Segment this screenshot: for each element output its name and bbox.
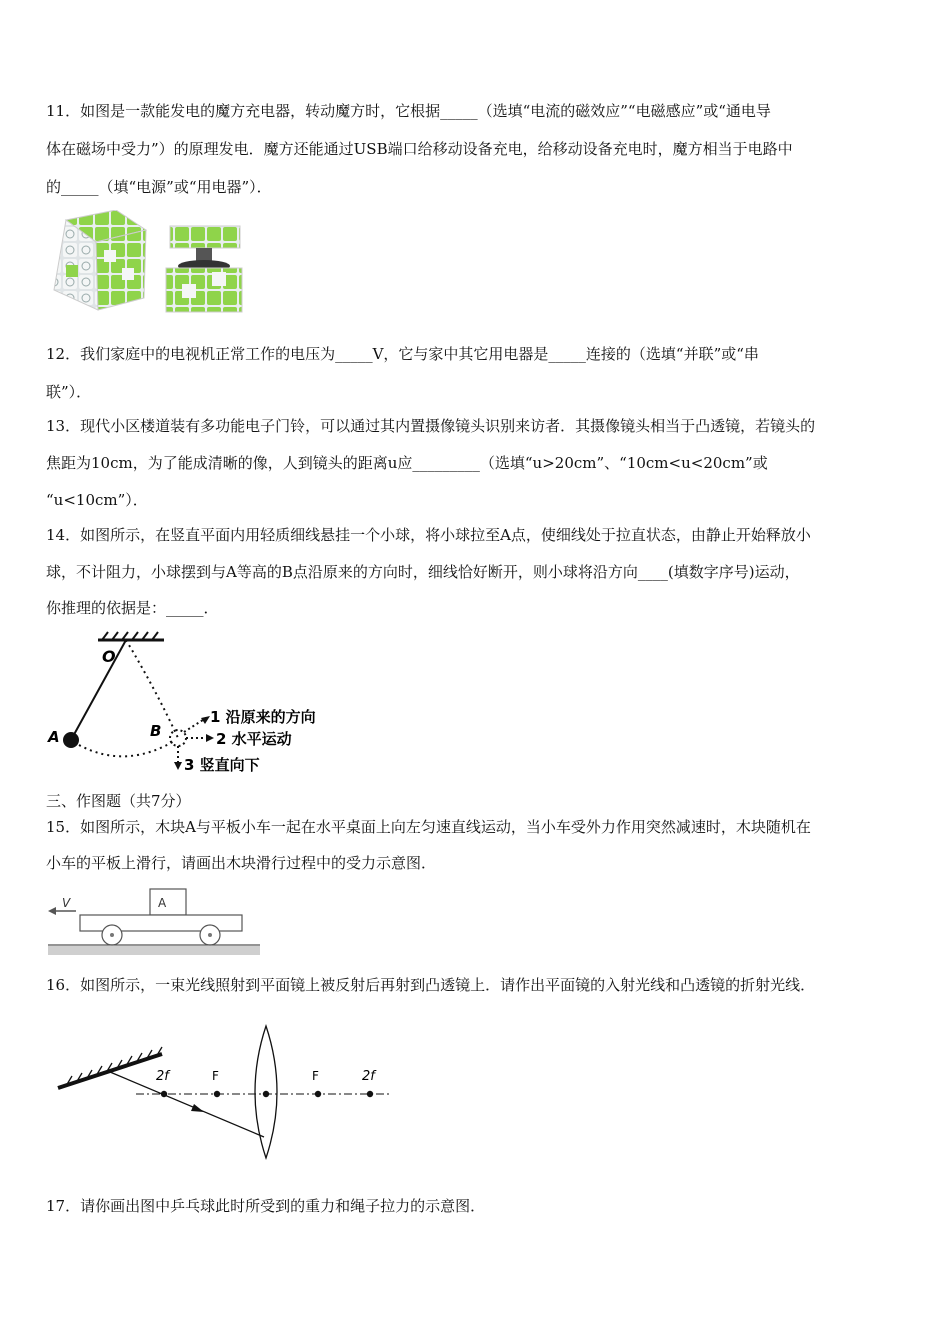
label-o: O — [102, 647, 116, 666]
point-f-left — [214, 1091, 220, 1097]
section-3-title: 三、作图题（共7分） — [46, 792, 191, 810]
cube-left-image — [54, 210, 146, 310]
pendulum-string — [71, 640, 126, 740]
ground-hatch — [48, 946, 260, 955]
ball-a — [63, 732, 79, 748]
q11-line-1: 11．如图是一款能发电的魔方充电器，转动魔方时，它根据_____（选填“电流的磁效应”“电磁感应”或“通电导 — [46, 102, 771, 120]
dir-3-label: 3 竖直向下 — [184, 756, 260, 774]
q11-line-2: 体在磁场中受力”）的原理发电．魔方还能通过USB端口给移动设备充电，给移动设备充电时，魔方相当于电路中 — [46, 140, 793, 158]
cube-right-image — [166, 226, 242, 312]
point-f-right — [315, 1091, 321, 1097]
q13-line-1: 13．现代小区楼道装有多功能电子门铃，可以通过其内置摄像镜头识别来访者．其摄像镜头相当于凸透镜，若镜头的 — [46, 417, 816, 435]
q14-line-3: 你推理的依据是：_____． — [46, 599, 219, 617]
block-a — [150, 889, 186, 915]
ball-b — [170, 730, 186, 746]
ray-arrowhead — [191, 1104, 204, 1112]
q15-line-2: 小车的平板上滑行，请画出木块滑行过程中的受力示意图． — [46, 854, 437, 872]
dir-2-label: 2 水平运动 — [216, 730, 292, 748]
label-f-right: F — [312, 1069, 319, 1083]
q17-line-1: 17．请你画出图中乒乓球此时所受到的重力和绳子拉力的示意图． — [46, 1197, 486, 1215]
swing-arc — [79, 740, 176, 756]
label-b: B — [150, 722, 162, 740]
pendulum-figure — [46, 630, 346, 780]
label-2f-left: 2f — [156, 1069, 169, 1084]
reflected-ray — [110, 1072, 264, 1137]
dir-1-label: 1 沿原来的方向 — [210, 708, 316, 726]
q11-line-3: 的_____（填“电源”或“用电器”）． — [46, 178, 272, 196]
point-center — [263, 1091, 269, 1097]
q13-line-2: 焦距为10cm，为了能成清晰的像，人到镜头的距离u应_________（选填“u>20cm”、“10cm<u<20cm”或 — [46, 454, 768, 472]
q15-line-1: 15．如图所示，木块A与平板小车一起在水平桌面上向左匀速直线运动，当小车受外力作用突然减速时，木块随机在 — [46, 818, 811, 836]
label-a: A — [48, 728, 60, 746]
q12-line-1: 12．我们家庭中的电视机正常工作的电压为_____V，它与家中其它用电器是_____连接的（选填“并联”或“串 — [46, 345, 759, 363]
label-v: V — [62, 896, 71, 910]
q14-line-1: 14．如图所示，在竖直平面内用轻质细线悬挂一个小球，将小球拉至A点，使细线处于拉直状态，由静止开始释放小 — [46, 526, 811, 544]
label-block-a: A — [158, 896, 167, 910]
q14-line-2: 球，不计阻力，小球摆到与A等高的B点沿原来的方向时，细线恰好断开，则小球将沿方向____(填数字序号)运动， — [46, 563, 800, 581]
q16-line-1: 16．如图所示，一束光线照射到平面镜上被反射后再射到凸透镜上．请作出平面镜的入射光线和凸透镜的折射光线． — [46, 976, 816, 994]
mirror-lens-figure — [46, 1020, 396, 1165]
point-2f-right — [367, 1091, 373, 1097]
cart-figure — [46, 885, 266, 960]
q13-line-3: “u<10cm”）． — [46, 491, 148, 509]
point-2f-left — [161, 1091, 167, 1097]
label-f-left: F — [212, 1069, 219, 1083]
q12-line-2: 联”）． — [46, 383, 92, 401]
rubiks-cube-charger-figure — [46, 210, 246, 315]
label-2f-right: 2f — [362, 1069, 375, 1084]
